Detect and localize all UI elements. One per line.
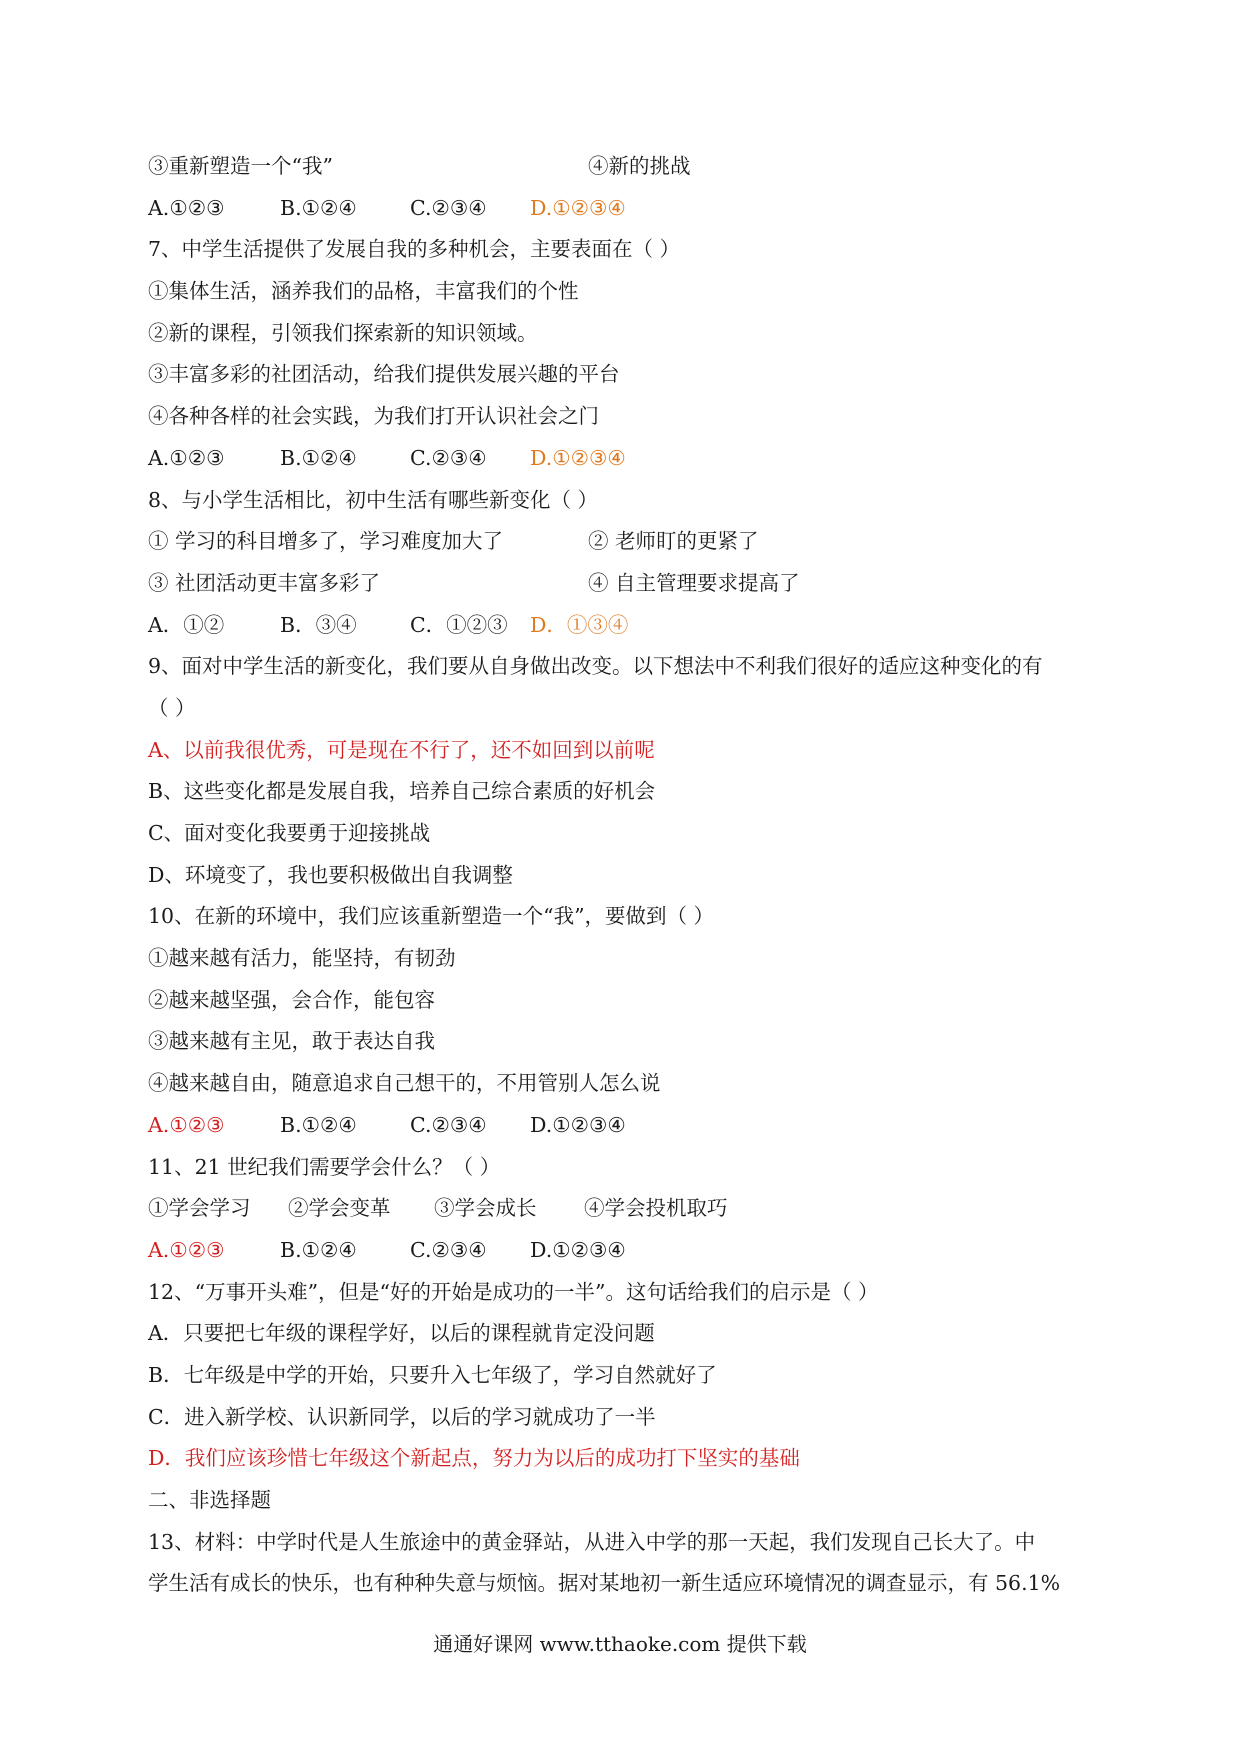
page-footer: 通通好课网 www.tthaoke.com 提供下载	[433, 1632, 807, 1656]
answer-options-line	[148, 1105, 1108, 1147]
text-line: C、面对变化我要勇于迎接挑战	[148, 821, 431, 845]
text-line: B．七年级是中学的开始，只要升入七年级了，学习自然就好了	[148, 1362, 717, 1387]
option-item: ① 学习的科目增多了，学习难度加大了	[148, 529, 504, 554]
text-line: A、以前我很优秀，可是现在不行了，还不如回到以前呢	[148, 737, 655, 762]
answer-option-a: A．①②	[148, 612, 225, 637]
answer-options-line	[148, 605, 1108, 647]
text-line: 9、面对中学生活的新变化，我们要从自身做出改变。以下想法中不利我们很好的适应这种变化的有	[148, 654, 1043, 679]
option-item: ④ 自主管理要求提高了	[588, 570, 800, 595]
answer-option-d: D.①②③④	[530, 445, 626, 470]
text-line: ④越来越自由，随意追求自己想干的，不用管别人怎么说	[148, 1071, 661, 1096]
answer-option-b: B.①②④	[280, 1112, 357, 1137]
text-line: A．只要把七年级的课程学好，以后的课程就肯定没问题	[148, 1321, 655, 1346]
text-line: D、环境变了，我也要积极做出自我调整	[148, 862, 513, 887]
text-line: 12、“万事开头难”，但是“好的开始是成功的一半”。这句话给我们的启示是（ ）	[148, 1279, 879, 1304]
text-line: D．我们应该珍惜七年级这个新起点，努力为以后的成功打下坚实的基础	[148, 1446, 800, 1471]
text-line: C．进入新学校、认识新同学，以后的学习就成功了一半	[148, 1404, 656, 1429]
option-item: ③ 社团活动更丰富多彩了	[148, 570, 381, 595]
answer-options-line	[148, 1188, 1108, 1230]
answer-option-c: C．①②③	[410, 612, 508, 637]
answer-option-d: D．①③④	[530, 612, 629, 637]
text-line: 13、材料：中学时代是人生旅途中的黄金驿站，从进入中学的那一天起，我们发现自己长大了。中	[148, 1529, 1036, 1554]
option-pair-line	[148, 563, 1108, 605]
text-line: ③丰富多彩的社团活动，给我们提供发展兴趣的平台	[148, 362, 620, 387]
text-line: 11、21 世纪我们需要学会什么？（ ）	[148, 1154, 501, 1179]
text-line: ①越来越有活力，能坚持，有韧劲	[148, 946, 456, 971]
text-line: B、这些变化都是发展自我，培养自己综合素质的好机会	[148, 779, 656, 804]
answer-option-d: D.①②③④	[530, 1112, 626, 1137]
text-line: 10、在新的环境中，我们应该重新塑造一个“我”，要做到（ ）	[148, 904, 715, 929]
answer-option-c: ③学会成长	[434, 1196, 537, 1221]
answer-option-b: ②学会变革	[288, 1196, 391, 1221]
answer-option-d: D.①②③④	[530, 1237, 626, 1262]
answer-option-d: D.①②③④	[530, 195, 626, 220]
option-pair-line	[148, 521, 1108, 563]
answer-option-d: ④学会投机取巧	[584, 1196, 728, 1221]
answer-option-b: B．③④	[280, 612, 357, 637]
answer-option-b: B.①②④	[280, 195, 357, 220]
answer-option-c: C.②③④	[410, 195, 487, 220]
option-item: ③重新塑造一个“我”	[148, 154, 333, 178]
answer-options-line	[148, 1230, 1108, 1272]
text-line: ①集体生活，涵养我们的品格，丰富我们的个性	[148, 279, 579, 304]
document-body	[148, 146, 1108, 1605]
text-line: 7、中学生活提供了发展自我的多种机会，主要表面在（ ）	[148, 237, 681, 262]
answer-option-a: A.①②③	[148, 1112, 225, 1137]
answer-options-line	[148, 188, 1108, 230]
answer-option-a: A.①②③	[148, 445, 225, 470]
text-line: 8、与小学生活相比，初中生活有哪些新变化（ ）	[148, 487, 599, 512]
text-line: ④各种各样的社会实践，为我们打开认识社会之门	[148, 404, 599, 429]
text-line: 学生活有成长的快乐，也有种种失意与烦恼。据对某地初一新生适应环境情况的调查显示，有 56.1%	[148, 1571, 1061, 1596]
answer-option-b: B.①②④	[280, 445, 357, 470]
text-line: ②越来越坚强，会合作，能包容	[148, 987, 435, 1012]
answer-option-a: A.①②③	[148, 1237, 225, 1262]
text-line: （ ）	[148, 695, 196, 720]
option-item: ④新的挑战	[588, 154, 691, 178]
option-item: ② 老师盯的更紧了	[588, 529, 759, 554]
answer-option-a: ①学会学习	[148, 1196, 251, 1221]
text-line: 二、非选择题	[148, 1488, 271, 1512]
answer-option-a: A.①②③	[148, 195, 225, 220]
option-pair-line	[148, 146, 1108, 188]
answer-option-c: C.②③④	[410, 1112, 487, 1137]
answer-option-b: B.①②④	[280, 1237, 357, 1262]
text-line: ③越来越有主见，敢于表达自我	[148, 1029, 435, 1054]
answer-option-c: C.②③④	[410, 1237, 487, 1262]
answer-options-line	[148, 438, 1108, 480]
text-line: ②新的课程，引领我们探索新的知识领域。	[148, 320, 538, 345]
answer-option-c: C.②③④	[410, 445, 487, 470]
